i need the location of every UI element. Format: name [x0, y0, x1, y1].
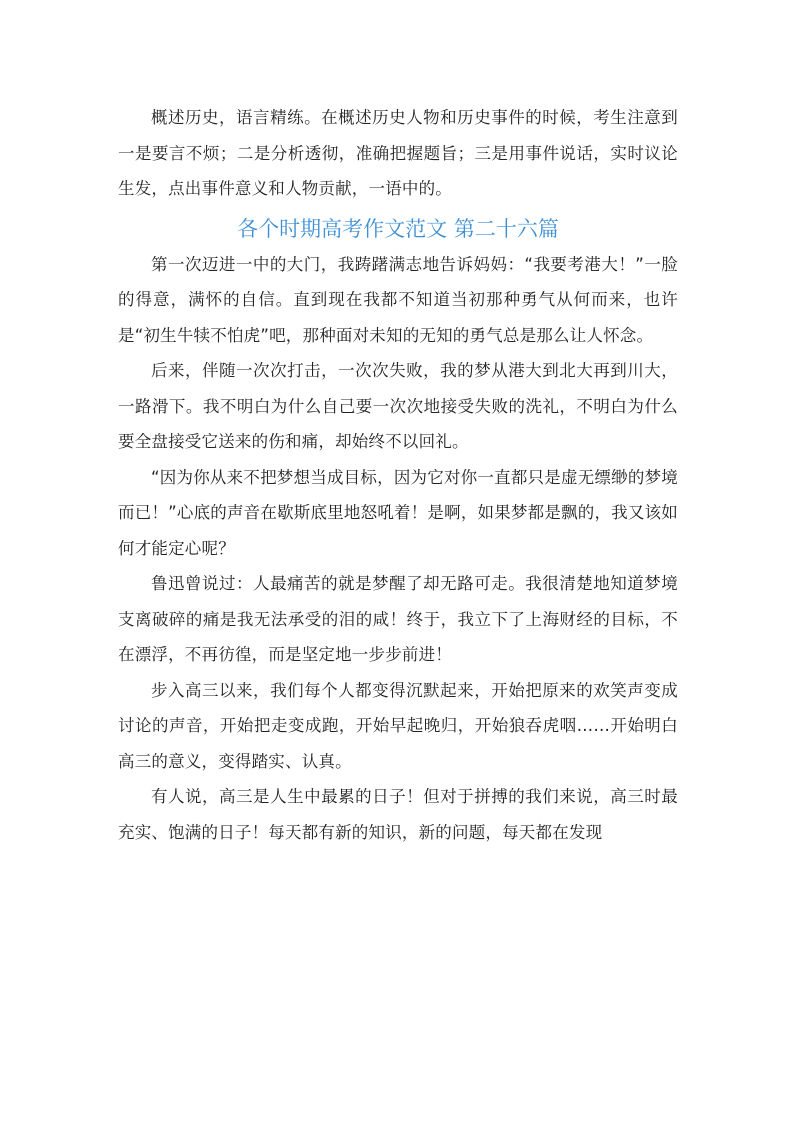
body-paragraph: 鲁迅曾说过：人最痛苦的就是梦醒了却无路可走。我很清楚地知道梦境支离破碎的痛是我无法承受的泪的咸！终于，我立下了上海财经的目标，不在漂浮，不再彷徨，而是坚定地一步步前进！	[118, 574, 678, 664]
essay-title: 各个时期高考作文范文 第二十六篇	[237, 216, 559, 241]
body-paragraph: 后来，伴随一次次打击，一次次失败，我的梦从港大到北大再到川大，一路滑下。我不明白为什么自己要一次次地接受失败的洗礼，不明白为什么要全盘接受它送来的伤和痛，却始终不以回礼。	[118, 361, 678, 451]
body-paragraph: 有人说，高三是人生中最累的日子！但对于拼搏的我们来说，高三时最充实、饱满的日子！每天都有新的知识，新的问题，每天都在发现	[118, 787, 678, 842]
body-paragraph: “因为你从来不把梦想当成目标，因为它对你一直都只是虚无缥缈的梦境而已！”心底的声音在歇斯底里地怒吼着！是啊，如果梦都是飘的，我又该如何才能定心呢？	[118, 467, 678, 558]
document-page	[118, 100, 678, 850]
intro-paragraph: 概述历史，语言精练。在概述历史人物和历史事件的时候，考生注意到一是要言不烦；二是分析透彻，准确把握题旨；三是用事件说话，实时议论生发，点出事件意义和人物贡献，一语中的。	[118, 108, 678, 198]
body-paragraph: 第一次迈进一中的大门，我踌躇满志地告诉妈妈：“我要考港大！”一脸的得意，满怀的自信。直到现在我都不知道当初那种勇气从何而来，也许是“初生牛犊不怕虎”吧，那种面对未知的无知的勇气总是那么让人怀念。	[118, 254, 678, 345]
body-paragraph: 步入高三以来，我们每个人都变得沉默起来，开始把原来的欢笑声变成讨论的声音，开始把走变成跑，开始早起晚归，开始狼吞虎咽……开始明白高三的意义，变得踏实、认真。	[118, 680, 678, 771]
